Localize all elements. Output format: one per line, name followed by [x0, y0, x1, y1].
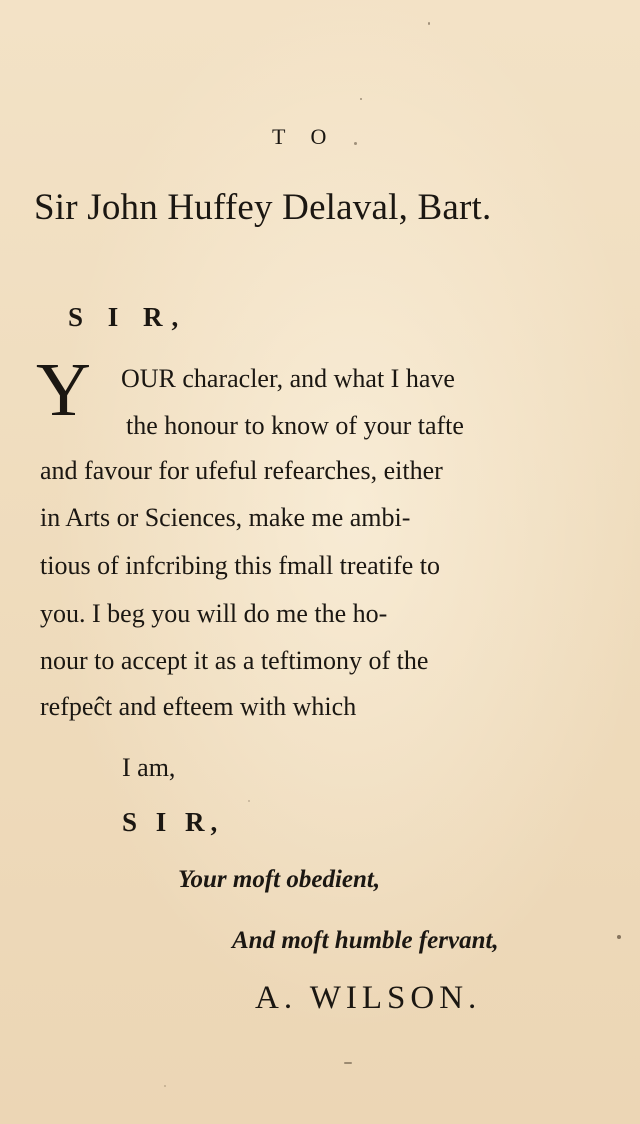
closing-line-2: And moft humble fervant,	[232, 927, 499, 954]
body-line: the honour to know of your tafte	[126, 411, 464, 440]
body-line: you. I beg you will do me the ho-	[40, 599, 388, 628]
body-line: refpeĉt and efteem with which	[40, 692, 357, 721]
body-line: and favour for ufeful refearches, either	[40, 456, 443, 485]
addressee-name: Sir John Huffey Delaval, Bart.	[34, 187, 492, 228]
body-line: in Arts or Sciences, make me ambi-	[40, 503, 411, 532]
body-line: tious of infcribing this fmall treatife to	[40, 551, 441, 580]
paper-speck	[354, 142, 357, 145]
paper-speck	[360, 98, 362, 100]
to-heading: T O	[272, 124, 337, 149]
signature: A. WILSON.	[255, 980, 482, 1016]
paper-speck	[344, 1062, 352, 1064]
body-line: nour to accept it as a teftimony of the	[40, 646, 429, 675]
paper-speck	[617, 935, 621, 939]
paper-speck	[248, 800, 250, 802]
body-line: OUR characler, and what I have	[121, 364, 455, 393]
paper-speck	[428, 22, 430, 25]
paper-speck	[164, 1085, 166, 1087]
salutation: S I R,	[68, 302, 188, 332]
closing-line-1: Your moft obedient,	[178, 866, 381, 893]
closing-salutation: S I R,	[122, 807, 224, 837]
i-am-line: I am,	[122, 753, 176, 782]
drop-cap: Y	[36, 348, 91, 432]
